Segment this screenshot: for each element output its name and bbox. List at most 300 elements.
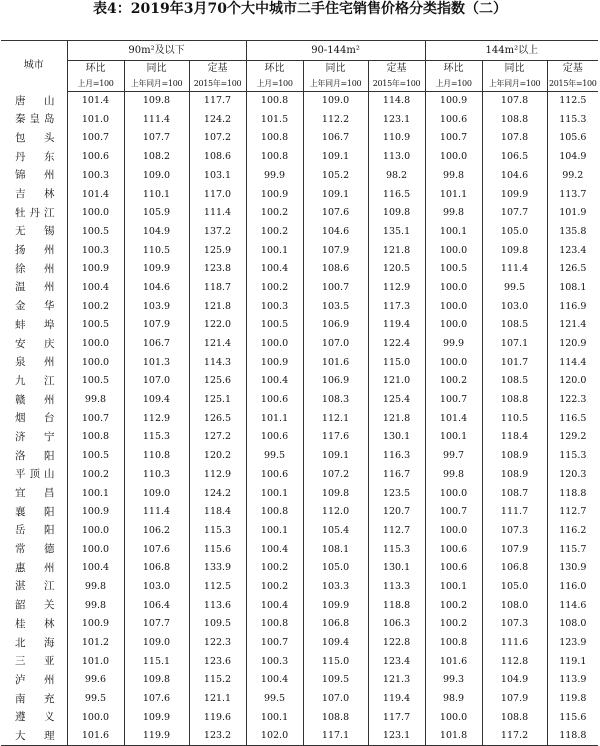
table-row xyxy=(1,484,598,503)
metric-header: 定基 xyxy=(189,61,246,78)
value-cell: 112.9 xyxy=(368,278,425,297)
city-cell: 襄阳 xyxy=(1,503,67,522)
value-cell: 100.2 xyxy=(425,372,482,391)
city-cell: 泸州 xyxy=(1,671,67,690)
value-cell: 100.6 xyxy=(81,151,110,163)
value-cell: 100.7 xyxy=(303,278,368,297)
value-cell: 109.8 xyxy=(368,204,425,223)
city-cell: 三亚 xyxy=(1,652,67,671)
value-cell: 101.4 xyxy=(425,409,482,428)
value-cell: 111.4 xyxy=(189,204,246,223)
value-cell: 101.6 xyxy=(425,652,482,671)
city-cell: 温州 xyxy=(1,278,67,297)
city-cell: 金华 xyxy=(1,297,67,316)
value-cell: 112.2 xyxy=(303,110,368,129)
table-row xyxy=(1,110,598,129)
value-cell: 100.4 xyxy=(246,671,303,690)
city-cell: 扬州 xyxy=(1,241,67,260)
metric-header: 环比 xyxy=(85,63,106,74)
value-cell: 110.5 xyxy=(124,241,189,260)
table-row xyxy=(1,596,598,615)
value-cell: 100.8 xyxy=(81,431,110,443)
value-cell: 103.3 xyxy=(303,577,368,596)
value-cell: 107.2 xyxy=(189,129,246,148)
value-cell: 109.8 xyxy=(124,671,189,690)
value-cell: 103.5 xyxy=(303,297,368,316)
value-cell: 100.6 xyxy=(246,428,303,447)
value-cell: 111.4 xyxy=(482,260,547,279)
value-cell: 115.3 xyxy=(124,428,189,447)
table-row xyxy=(1,166,598,185)
value-cell: 100.0 xyxy=(425,297,482,316)
value-cell: 122.8 xyxy=(368,633,425,652)
city-cell: 牡丹江 xyxy=(1,204,67,223)
city-cell: 湛江 xyxy=(1,577,67,596)
value-cell: 121.8 xyxy=(368,241,425,260)
city-cell: 宜昌 xyxy=(1,484,67,503)
value-cell: 109.5 xyxy=(303,671,368,690)
metric-header: 同比 xyxy=(303,61,368,78)
value-cell: 109.0 xyxy=(303,92,368,111)
table-row xyxy=(1,521,598,540)
value-cell: 130.1 xyxy=(368,559,425,578)
value-cell: 116.0 xyxy=(547,577,598,596)
value-cell: 98.9 xyxy=(425,690,482,709)
value-cell: 117.6 xyxy=(303,428,368,447)
value-cell: 107.8 xyxy=(482,92,547,111)
value-cell: 100.6 xyxy=(246,465,303,484)
value-cell: 100.1 xyxy=(425,428,482,447)
value-cell: 135.8 xyxy=(547,222,598,241)
value-cell: 105.2 xyxy=(303,166,368,185)
value-cell: 107.9 xyxy=(124,316,189,335)
value-cell: 137.2 xyxy=(189,222,246,241)
value-cell: 123.1 xyxy=(368,727,425,746)
value-cell: 110.8 xyxy=(124,447,189,466)
value-cell: 100.8 xyxy=(246,129,303,148)
value-cell: 121.3 xyxy=(368,671,425,690)
city-cell: 南充 xyxy=(1,690,67,709)
value-cell: 115.3 xyxy=(368,540,425,559)
base-header: 2015年=100 xyxy=(547,77,598,92)
value-cell: 100.5 xyxy=(81,319,110,331)
table-row xyxy=(1,428,598,447)
base-header: 上年同月=100 xyxy=(482,77,547,92)
value-cell: 108.6 xyxy=(303,260,368,279)
base-header: 上年同月=100 xyxy=(303,77,368,92)
table-row xyxy=(1,129,598,148)
table-row xyxy=(1,671,598,690)
city-cell: 吉林 xyxy=(1,185,67,204)
value-cell: 100.3 xyxy=(246,297,303,316)
value-cell: 99.5 xyxy=(482,278,547,297)
value-cell: 105.0 xyxy=(482,222,547,241)
value-cell: 113.7 xyxy=(547,185,598,204)
value-cell: 112.9 xyxy=(124,409,189,428)
value-cell: 100.1 xyxy=(246,708,303,727)
value-cell: 109.1 xyxy=(303,447,368,466)
value-cell: 108.6 xyxy=(189,148,246,167)
value-cell: 99.3 xyxy=(425,671,482,690)
value-cell: 101.7 xyxy=(482,353,547,372)
value-cell: 100.1 xyxy=(425,577,482,596)
value-cell: 100.5 xyxy=(425,260,482,279)
value-cell: 122.0 xyxy=(189,316,246,335)
value-cell: 108.7 xyxy=(482,484,547,503)
table-row xyxy=(1,241,598,260)
table-row xyxy=(1,92,598,111)
value-cell: 109.8 xyxy=(303,484,368,503)
group-header: 90-144m² xyxy=(246,41,425,61)
value-cell: 100.6 xyxy=(425,559,482,578)
value-cell: 120.5 xyxy=(368,260,425,279)
table-row xyxy=(1,353,598,372)
value-cell: 100.8 xyxy=(246,148,303,167)
value-cell: 107.6 xyxy=(124,540,189,559)
value-cell: 99.6 xyxy=(84,674,107,686)
value-cell: 109.0 xyxy=(124,166,189,185)
value-cell: 107.1 xyxy=(482,334,547,353)
metric-header-row xyxy=(1,61,598,78)
value-cell: 109.9 xyxy=(303,596,368,615)
city-cell: 安庆 xyxy=(1,334,67,353)
value-cell: 100.1 xyxy=(81,487,110,499)
city-cell: 九江 xyxy=(1,372,67,391)
value-cell: 103.0 xyxy=(124,577,189,596)
value-cell: 108.0 xyxy=(547,615,598,634)
value-cell: 101.4 xyxy=(81,95,110,107)
value-cell: 119.6 xyxy=(189,708,246,727)
value-cell: 100.9 xyxy=(81,618,110,630)
value-cell: 115.0 xyxy=(368,353,425,372)
value-cell: 100.0 xyxy=(81,356,110,368)
value-cell: 100.2 xyxy=(246,222,303,241)
value-cell: 107.9 xyxy=(303,241,368,260)
value-cell: 105.0 xyxy=(303,559,368,578)
value-cell: 100.0 xyxy=(81,711,110,723)
value-cell: 100.0 xyxy=(246,334,303,353)
value-cell: 116.7 xyxy=(368,465,425,484)
value-cell: 100.2 xyxy=(246,278,303,297)
table-row xyxy=(1,727,598,746)
value-cell: 118.8 xyxy=(547,727,598,746)
base-header: 上年同月=100 xyxy=(124,77,189,92)
city-cell: 惠州 xyxy=(1,559,67,578)
value-cell: 101.5 xyxy=(246,110,303,129)
value-cell: 116.2 xyxy=(547,521,598,540)
value-cell: 100.0 xyxy=(81,207,110,219)
city-cell: 无锡 xyxy=(1,222,67,241)
value-cell: 100.9 xyxy=(81,506,110,518)
value-cell: 100.7 xyxy=(81,132,110,144)
value-cell: 100.9 xyxy=(246,185,303,204)
value-cell: 125.4 xyxy=(368,391,425,410)
value-cell: 115.3 xyxy=(547,447,598,466)
value-cell: 120.0 xyxy=(547,372,598,391)
value-cell: 108.1 xyxy=(547,278,598,297)
value-cell: 123.8 xyxy=(189,260,246,279)
value-cell: 100.6 xyxy=(246,391,303,410)
value-cell: 117.7 xyxy=(368,708,425,727)
value-cell: 119.4 xyxy=(368,690,425,709)
value-cell: 112.5 xyxy=(189,577,246,596)
value-cell: 101.0 xyxy=(81,113,110,125)
value-cell: 99.5 xyxy=(246,447,303,466)
value-cell: 101.1 xyxy=(425,185,482,204)
value-cell: 108.9 xyxy=(482,465,547,484)
value-cell: 120.9 xyxy=(547,334,598,353)
table-row xyxy=(1,465,598,484)
table-title: 表4：2019年3月70个大中城市二手住宅销售价格分类指数（二） xyxy=(93,1,507,17)
value-cell: 112.1 xyxy=(303,409,368,428)
value-cell: 100.3 xyxy=(246,652,303,671)
value-cell: 122.3 xyxy=(189,633,246,652)
table-row xyxy=(1,559,598,578)
value-cell: 100.4 xyxy=(81,562,110,574)
value-cell: 108.3 xyxy=(303,391,368,410)
value-cell: 106.8 xyxy=(303,615,368,634)
value-cell: 117.7 xyxy=(189,92,246,111)
value-cell: 100.0 xyxy=(425,708,482,727)
table-row xyxy=(1,447,598,466)
value-cell: 109.1 xyxy=(303,148,368,167)
value-cell: 100.5 xyxy=(81,375,110,387)
value-cell: 100.7 xyxy=(246,633,303,652)
value-cell: 129.2 xyxy=(547,428,598,447)
value-cell: 105.0 xyxy=(482,577,547,596)
city-cell: 烟台 xyxy=(1,409,67,428)
value-cell: 99.9 xyxy=(425,334,482,353)
city-cell: 赣州 xyxy=(1,391,67,410)
city-cell: 岳阳 xyxy=(1,521,67,540)
value-cell: 116.3 xyxy=(368,447,425,466)
city-cell: 平顶山 xyxy=(1,465,67,484)
base-header: 2015年=100 xyxy=(368,77,425,92)
value-cell: 100.0 xyxy=(425,316,482,335)
city-cell: 秦皇岛 xyxy=(1,110,67,129)
base-header: 上月=100 xyxy=(425,77,482,92)
value-cell: 107.0 xyxy=(303,334,368,353)
value-cell: 100.8 xyxy=(246,615,303,634)
table-row xyxy=(1,316,598,335)
value-cell: 108.5 xyxy=(482,372,547,391)
value-cell: 100.8 xyxy=(246,503,303,522)
value-cell: 99.7 xyxy=(425,447,482,466)
value-cell: 115.1 xyxy=(124,652,189,671)
value-cell: 106.8 xyxy=(482,559,547,578)
value-cell: 106.2 xyxy=(124,521,189,540)
value-cell: 117.3 xyxy=(368,297,425,316)
value-cell: 120.2 xyxy=(189,447,246,466)
value-cell: 107.0 xyxy=(124,372,189,391)
value-cell: 112.5 xyxy=(547,92,598,111)
value-cell: 107.6 xyxy=(303,204,368,223)
value-cell: 99.2 xyxy=(547,166,598,185)
value-cell: 101.3 xyxy=(124,353,189,372)
value-cell: 104.6 xyxy=(124,278,189,297)
value-cell: 108.1 xyxy=(303,540,368,559)
value-cell: 100.1 xyxy=(246,484,303,503)
value-cell: 113.3 xyxy=(368,577,425,596)
city-cell: 丹东 xyxy=(1,148,67,167)
value-cell: 107.0 xyxy=(303,690,368,709)
value-cell: 114.3 xyxy=(189,353,246,372)
value-cell: 100.2 xyxy=(425,596,482,615)
value-cell: 100.0 xyxy=(81,338,110,350)
value-cell: 113.9 xyxy=(547,671,598,690)
city-cell: 泉州 xyxy=(1,353,67,372)
value-cell: 100.0 xyxy=(81,524,110,536)
value-cell: 100.1 xyxy=(246,241,303,260)
value-cell: 130.1 xyxy=(368,428,425,447)
value-cell: 100.0 xyxy=(81,543,110,555)
value-cell: 112.7 xyxy=(368,521,425,540)
value-cell: 110.9 xyxy=(368,129,425,148)
price-index-table xyxy=(1,40,598,746)
value-cell: 99.8 xyxy=(84,599,107,611)
value-cell: 102.0 xyxy=(246,727,303,746)
value-cell: 106.5 xyxy=(482,148,547,167)
value-cell: 106.7 xyxy=(303,129,368,148)
value-cell: 99.8 xyxy=(84,394,107,406)
value-cell: 108.0 xyxy=(482,596,547,615)
value-cell: 107.2 xyxy=(303,465,368,484)
value-cell: 107.7 xyxy=(124,129,189,148)
value-cell: 106.3 xyxy=(368,615,425,634)
value-cell: 108.8 xyxy=(482,391,547,410)
value-cell: 100.2 xyxy=(246,577,303,596)
value-cell: 115.6 xyxy=(547,708,598,727)
value-cell: 107.8 xyxy=(482,129,547,148)
value-cell: 100.9 xyxy=(246,353,303,372)
value-cell: 100.3 xyxy=(81,169,110,181)
value-cell: 105.6 xyxy=(547,129,598,148)
city-cell: 韶关 xyxy=(1,596,67,615)
value-cell: 108.8 xyxy=(482,708,547,727)
table-row xyxy=(1,540,598,559)
value-cell: 100.8 xyxy=(425,633,482,652)
value-cell: 122.3 xyxy=(547,391,598,410)
value-cell: 127.2 xyxy=(189,428,246,447)
value-cell: 106.4 xyxy=(124,596,189,615)
value-cell: 135.1 xyxy=(368,222,425,241)
value-cell: 100.1 xyxy=(246,521,303,540)
table-row xyxy=(1,334,598,353)
value-cell: 121.1 xyxy=(189,690,246,709)
value-cell: 105.9 xyxy=(124,204,189,223)
value-cell: 100.0 xyxy=(425,521,482,540)
group-header: 90m²及以下 xyxy=(67,41,246,61)
city-cell: 桂林 xyxy=(1,615,67,634)
value-cell: 100.5 xyxy=(81,450,110,462)
value-cell: 113.6 xyxy=(189,596,246,615)
value-cell: 110.1 xyxy=(124,185,189,204)
value-cell: 101.6 xyxy=(67,727,124,746)
city-cell: 遵义 xyxy=(1,708,67,727)
table-row xyxy=(1,690,598,709)
value-cell: 100.2 xyxy=(81,468,110,480)
value-cell: 100.2 xyxy=(425,615,482,634)
value-cell: 104.9 xyxy=(482,671,547,690)
value-cell: 121.8 xyxy=(189,297,246,316)
value-cell: 122.4 xyxy=(368,334,425,353)
table-row xyxy=(1,503,598,522)
value-cell: 118.7 xyxy=(189,278,246,297)
table-row xyxy=(1,372,598,391)
value-cell: 103.9 xyxy=(124,297,189,316)
value-cell: 126.5 xyxy=(189,409,246,428)
value-cell: 115.7 xyxy=(547,540,598,559)
value-cell: 104.9 xyxy=(547,148,598,167)
value-cell: 104.9 xyxy=(124,222,189,241)
value-cell: 109.0 xyxy=(124,633,189,652)
value-cell: 111.4 xyxy=(124,110,189,129)
value-cell: 114.6 xyxy=(547,596,598,615)
value-cell: 100.4 xyxy=(246,540,303,559)
value-cell: 111.6 xyxy=(482,633,547,652)
table-row xyxy=(1,148,598,167)
city-cell: 徐州 xyxy=(1,260,67,279)
value-cell: 123.2 xyxy=(189,727,246,746)
metric-header: 同比 xyxy=(124,61,189,78)
value-cell: 100.4 xyxy=(81,281,110,293)
value-cell: 99.8 xyxy=(84,580,107,592)
value-cell: 103.0 xyxy=(482,297,547,316)
value-cell: 107.3 xyxy=(482,521,547,540)
table-row xyxy=(1,615,598,634)
value-cell: 100.7 xyxy=(425,391,482,410)
value-cell: 125.1 xyxy=(189,391,246,410)
value-cell: 100.3 xyxy=(81,244,110,256)
city-cell: 大理 xyxy=(1,727,67,746)
value-cell: 110.3 xyxy=(124,465,189,484)
city-cell: 唐山 xyxy=(1,92,67,111)
value-cell: 123.1 xyxy=(368,110,425,129)
value-cell: 109.8 xyxy=(482,241,547,260)
table-row xyxy=(1,633,598,652)
value-cell: 121.4 xyxy=(547,316,598,335)
value-cell: 100.8 xyxy=(246,92,303,111)
value-cell: 112.9 xyxy=(189,465,246,484)
value-cell: 106.7 xyxy=(124,334,189,353)
value-cell: 123.4 xyxy=(368,652,425,671)
table-row xyxy=(1,652,598,671)
value-cell: 106.8 xyxy=(124,559,189,578)
value-cell: 126.5 xyxy=(547,260,598,279)
value-cell: 108.2 xyxy=(124,148,189,167)
value-cell: 109.4 xyxy=(124,391,189,410)
value-cell: 114.4 xyxy=(547,353,598,372)
value-cell: 120.3 xyxy=(547,465,598,484)
value-cell: 121.8 xyxy=(368,409,425,428)
value-cell: 107.7 xyxy=(124,615,189,634)
value-cell: 109.9 xyxy=(124,260,189,279)
city-cell: 洛阳 xyxy=(1,447,67,466)
value-cell: 115.3 xyxy=(189,521,246,540)
value-cell: 106.9 xyxy=(303,316,368,335)
value-cell: 106.9 xyxy=(303,372,368,391)
base-header: 上月=100 xyxy=(67,77,124,92)
value-cell: 125.9 xyxy=(189,241,246,260)
value-cell: 123.4 xyxy=(547,241,598,260)
city-cell: 常德 xyxy=(1,540,67,559)
table-body xyxy=(1,92,598,746)
value-cell: 100.4 xyxy=(246,372,303,391)
city-cell: 济宁 xyxy=(1,428,67,447)
value-cell: 107.7 xyxy=(482,204,547,223)
value-cell: 101.1 xyxy=(246,409,303,428)
value-cell: 112.8 xyxy=(482,652,547,671)
